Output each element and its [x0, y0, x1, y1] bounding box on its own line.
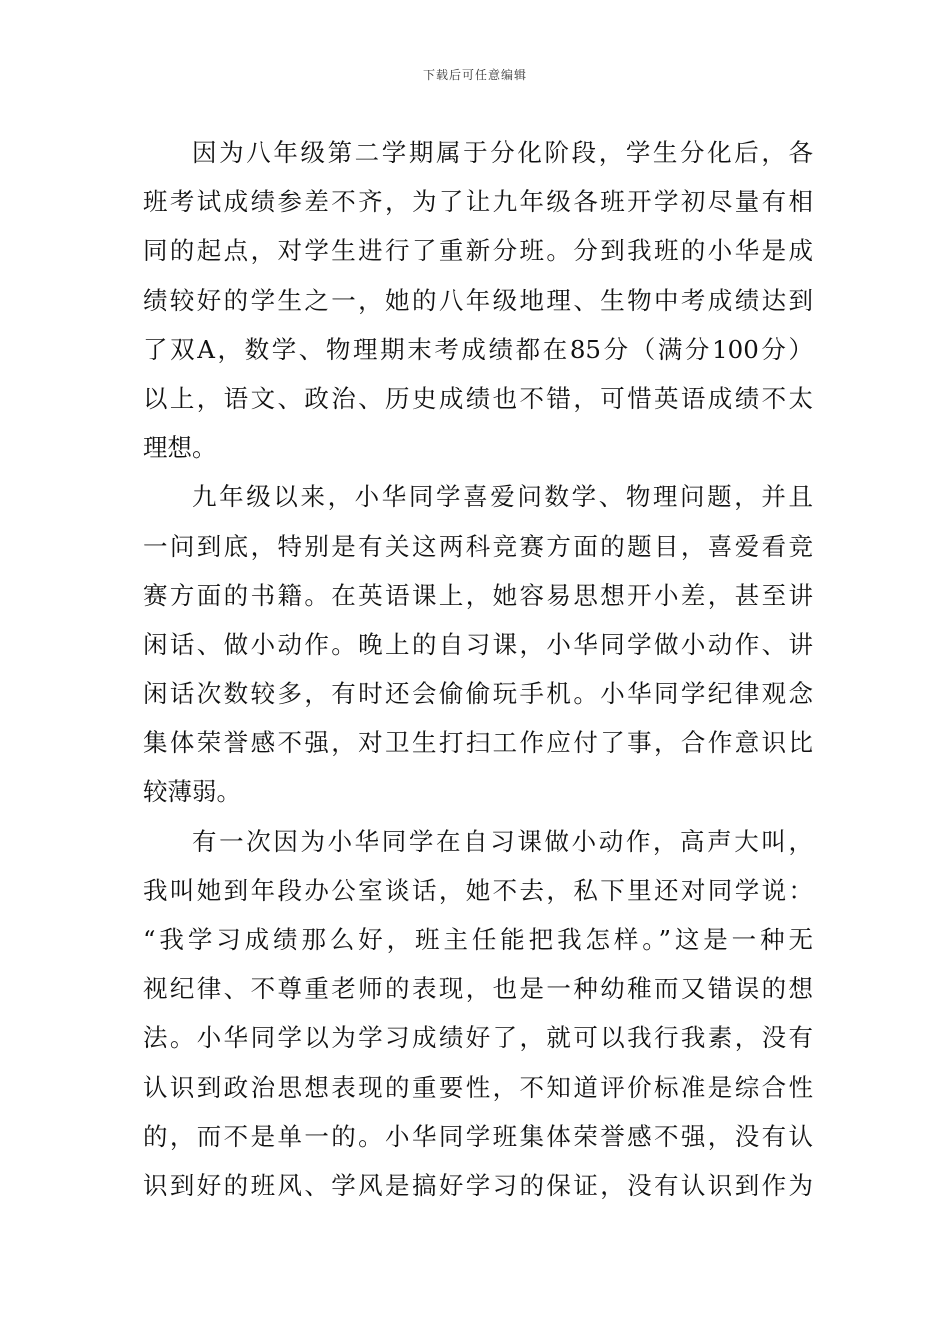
paragraph-1	[143, 128, 813, 472]
text-line: 识到好的班风、学风是搞好学习的保证，没有认识到作为	[143, 1170, 813, 1200]
text-line: 一问到底，特别是有关这两科竞赛方面的题目，喜爱看竞	[143, 531, 813, 561]
text-line: 视纪律、不尊重老师的表现，也是一种幼稚而又错误的想	[143, 974, 813, 1004]
text-line: 绩较好的学生之一，她的八年级地理、生物中考成绩达到	[143, 285, 813, 315]
text-line: “我学习成绩那么好，班主任能把我怎样。”这是一种无	[143, 925, 813, 954]
text-line: 赛方面的书籍。在英语课上，她容易思想开小差，甚至讲	[143, 580, 813, 610]
text-line: 认识到政治思想表现的重要性，不知道评价标准是综合性	[143, 1072, 813, 1102]
text-line: 法。小华同学以为学习成绩好了，就可以我行我素，没有	[143, 1023, 813, 1053]
text-line: 闲话、做小动作。晚上的自习课，小华同学做小动作、讲	[143, 629, 813, 659]
text-line: 九年级以来，小华同学喜爱问数学、物理问题，并且	[192, 482, 813, 512]
paragraph-2	[143, 472, 813, 816]
text-line: 的，而不是单一的。小华同学班集体荣誉感不强，没有认	[143, 1121, 813, 1151]
document-body	[143, 128, 813, 1210]
text-line: 了双A，数学、物理期末考成绩都在85分（满分100分）	[143, 334, 813, 364]
text-line: 集体荣誉感不强，对卫生打扫工作应付了事，合作意识比	[143, 728, 813, 758]
text-line: 我叫她到年段办公室谈话，她不去，私下里还对同学说：	[143, 875, 813, 905]
text-line: 有一次因为小华同学在自习课做小动作，高声大叫，	[192, 826, 813, 856]
text-line: 班考试成绩参差不齐，为了让九年级各班开学初尽量有相	[143, 187, 813, 217]
text-line: 闲话次数较多，有时还会偷偷玩手机。小华同学纪律观念	[143, 679, 813, 709]
paragraph-3	[143, 817, 813, 1211]
text-line: 因为八年级第二学期属于分化阶段，学生分化后，各	[192, 138, 813, 167]
header-note: 下载后可任意编辑	[422, 68, 527, 82]
text-line: 以上，语文、政治、历史成绩也不错，可惜英语成绩不太	[143, 383, 813, 413]
text-line: 同的起点，对学生进行了重新分班。分到我班的小华是成	[143, 236, 813, 266]
text-line: 理想。	[143, 433, 217, 463]
text-line: 较薄弱。	[143, 777, 241, 807]
